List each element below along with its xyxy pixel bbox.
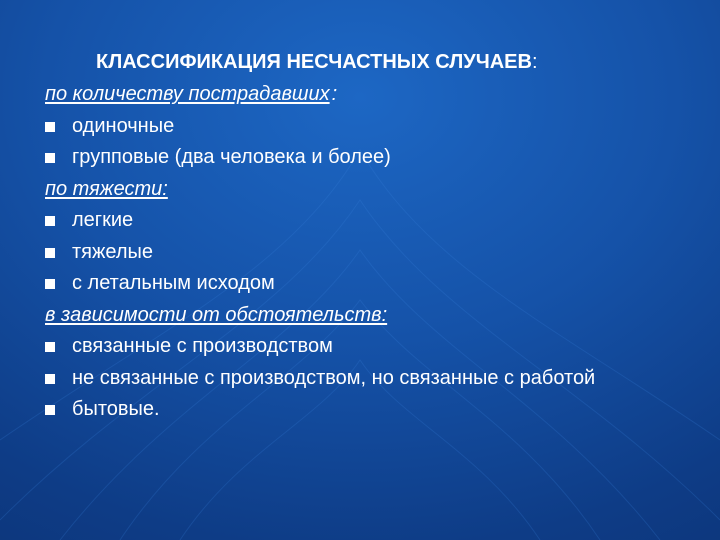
list-item [45,363,685,394]
section-heading-text: в зависимости от обстоятельств: [45,303,388,326]
list-item-text: не связанные с производством, но связанные с работой [72,366,596,389]
square-bullet-icon [45,153,55,163]
square-bullet-icon [45,122,55,132]
list-item-text: тяжелые [72,240,153,263]
title-colon: : [531,51,538,73]
section-heading-text: по количеству пострадавших [45,83,330,105]
list-item-text: групповые (два человека и более) [72,146,391,168]
title-text: КЛАССИФИКАЦИЯ НЕСЧАСТНЫХ СЛУЧАЕВ [96,51,532,73]
list-item-text: с летальным исходом [72,272,275,294]
list-item-text: бытовые. [72,397,160,420]
section-heading-severity [45,174,685,206]
list-item [45,142,685,174]
list-item [45,268,685,300]
list-item-text: связанные с производством [72,335,333,357]
list-item-text: легкие [72,209,134,231]
slide-title [96,51,538,73]
classification-list [45,79,685,425]
section-heading-colon: : [331,83,338,105]
square-bullet-icon [45,216,55,226]
list-item [45,394,685,426]
list-item [45,205,685,237]
section-heading-circumstances [45,300,685,332]
list-item [45,331,685,363]
square-bullet-icon [45,342,55,352]
list-item [45,237,685,269]
list-item-text: одиночные [72,114,175,137]
square-bullet-icon [45,248,55,258]
square-bullet-icon [45,279,55,289]
section-heading-victims-count [45,79,685,111]
list-item [45,111,685,143]
section-heading-text: по тяжести: [45,177,168,200]
square-bullet-icon [45,405,55,415]
square-bullet-icon [45,374,55,384]
